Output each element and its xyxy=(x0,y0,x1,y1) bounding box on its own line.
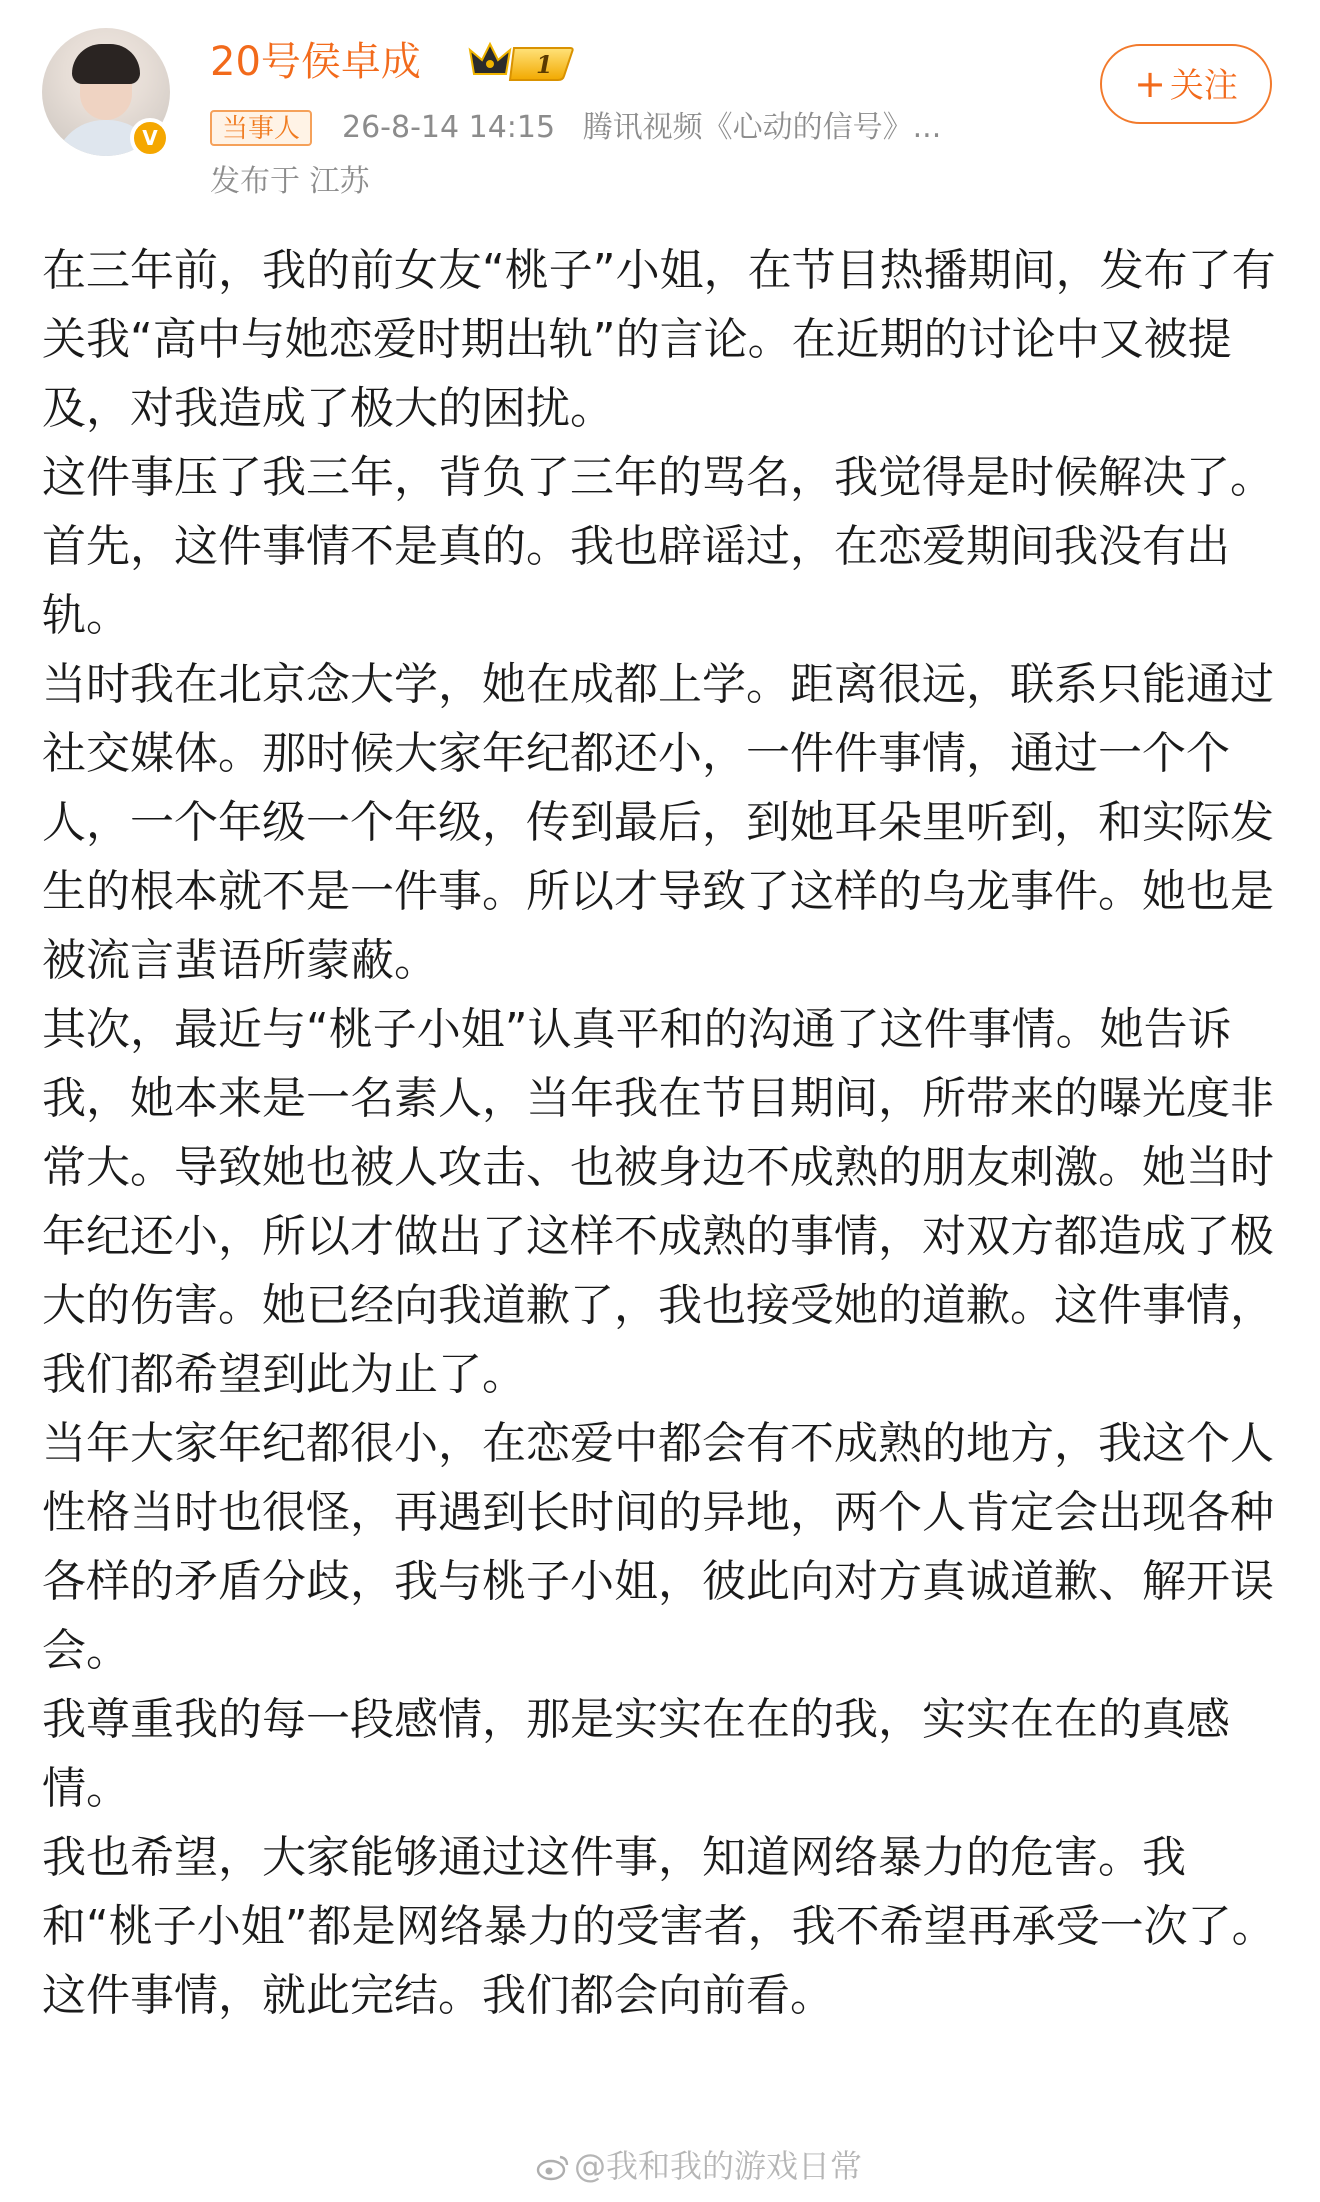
status-badge: 当事人 xyxy=(210,110,312,146)
post-paragraph: 在三年前，我的前女友“桃子”小姐，在节目热播期间，发布了有关我“高中与她恋爱时期出轨”的言论。在近期的讨论中又被提及，对我造成了极大的困扰。 xyxy=(42,245,1276,434)
post-paragraph: 我也希望，大家能够通过这件事，知道网络暴力的危害。我和“桃子小姐”都是网络暴力的受害者，我不希望再承受一次了。 xyxy=(42,1832,1276,1952)
follow-label: 关注 xyxy=(1169,66,1238,106)
follow-button[interactable] xyxy=(1100,44,1272,124)
post-meta xyxy=(342,106,959,150)
post-header xyxy=(0,0,1320,210)
post-paragraph: 这件事情，就此完结。我们都会向前看。 xyxy=(42,1970,834,2021)
post-paragraph: 当时我在北京念大学，她在成都上学。距离很远，联系只能通过社交媒体。那时候大家年纪都还小，一件件事情，通过一个个人，一个年级一个年级，传到最后，到她耳朵里听到，和实际发生的根本就不是一件事。所以才导致了这样的乌龙事件。她也是被流言蜚语所蒙蔽。 xyxy=(42,659,1274,986)
watermark-text: @我和我的游戏日常 xyxy=(574,2147,863,2185)
weibo-logo-icon xyxy=(536,2153,570,2181)
svg-text:1: 1 xyxy=(536,50,553,79)
post-body xyxy=(42,236,1282,2030)
post-paragraph: 其次，最近与“桃子小姐”认真平和的沟通了这件事情。她告诉我，她本来是一名素人，当年我在节目期间，所带来的曝光度非常大。导致她也被人攻击、也被身边不成熟的朋友刺激。她当时年纪还小，所以才做出了这样不成熟的事情，对双方都造成了极大的伤害。她已经向我道歉了，我也接受她的道歉。这件事情，我们都希望到此为止了。 xyxy=(42,1004,1274,1400)
post-paragraph: 当年大家年纪都很小，在恋爱中都会有不成熟的地方，我这个人性格当时也很怪，再遇到长时间的异地，两个人肯定会出现各种各样的矛盾分歧，我与桃子小姐，彼此向对方真诚道歉、解开误会。 xyxy=(42,1418,1274,1676)
author-name[interactable]: 20号侯卓成 xyxy=(210,39,421,85)
post-source[interactable]: 腾讯视频《心动的信号》... xyxy=(582,110,942,145)
post-paragraph: 这件事压了我三年，背负了三年的骂名，我觉得是时候解决了。 xyxy=(42,452,1274,503)
crown-level-badge-icon xyxy=(468,40,576,84)
post-paragraph: 我尊重我的每一段感情，那是实实在在的我，实实在在的真感情。 xyxy=(42,1694,1230,1814)
post-paragraph: 首先，这件事情不是真的。我也辟谣过，在恋爱期间我没有出轨。 xyxy=(42,521,1230,641)
post-location: 发布于 江苏 xyxy=(210,164,370,199)
watermark xyxy=(536,2144,862,2188)
post-timestamp: 26-8-14 14:15 xyxy=(342,110,556,145)
plus-icon: + xyxy=(1134,62,1166,106)
v-verified-icon: V xyxy=(130,118,170,158)
